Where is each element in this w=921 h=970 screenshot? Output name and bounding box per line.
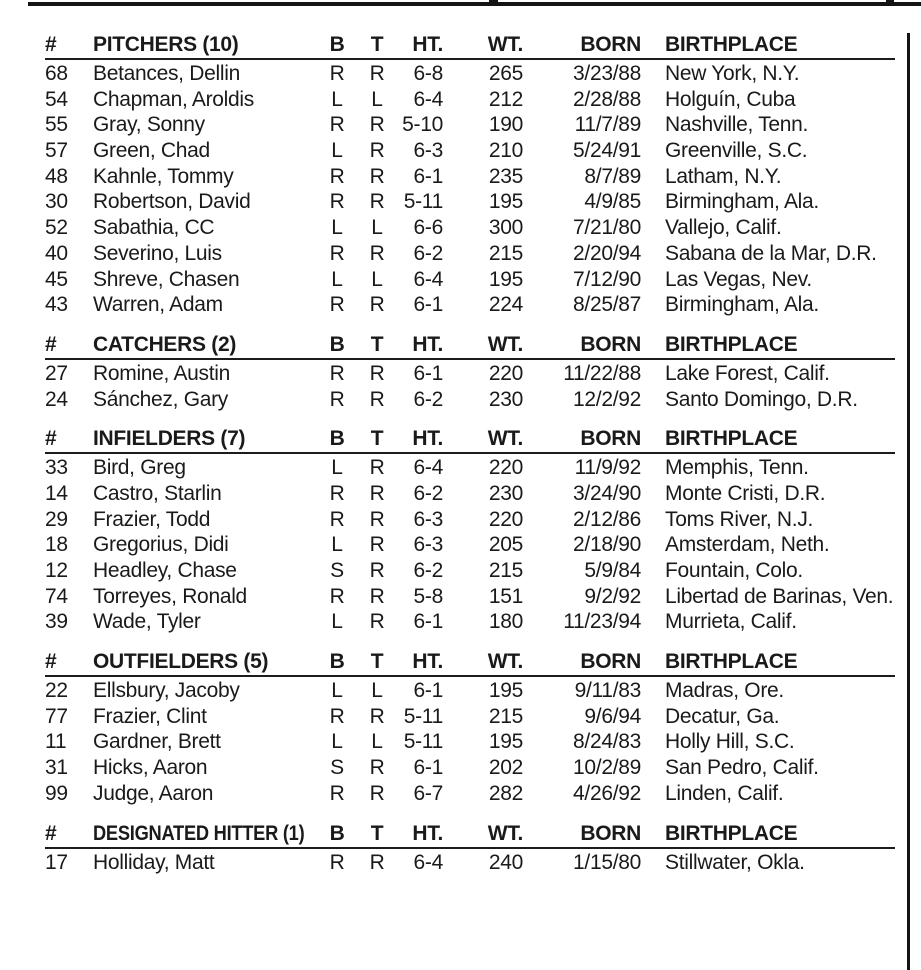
player-throws: R <box>369 610 385 634</box>
player-row <box>45 361 895 387</box>
player-bats: R <box>329 507 345 531</box>
player-born: 9/6/94 <box>584 704 641 728</box>
player-weight: 195 <box>488 190 523 214</box>
player-birthplace: San Pedro, Calif. <box>665 756 819 780</box>
column-header-weight: WT. <box>487 427 523 451</box>
player-row <box>45 729 895 755</box>
player-name: Hicks, Aaron <box>93 756 208 780</box>
player-born: 3/24/90 <box>573 481 641 505</box>
player-row <box>45 850 895 876</box>
player-throws: R <box>369 704 385 728</box>
player-row <box>45 215 895 241</box>
player-name: Frazier, Clint <box>93 704 207 728</box>
player-row <box>45 164 895 190</box>
section-header-row <box>45 649 895 677</box>
player-number: 11 <box>45 730 67 754</box>
player-birthplace: Latham, N.Y. <box>665 164 782 188</box>
column-header-weight: WT. <box>487 650 523 674</box>
player-born: 4/26/92 <box>573 781 641 805</box>
player-birthplace: Vallejo, Calif. <box>665 216 782 240</box>
player-birthplace: Fountain, Colo. <box>665 559 803 582</box>
section-title: INFIELDERS (7) <box>93 427 246 451</box>
player-throws: L <box>371 87 383 111</box>
column-header-bats: B <box>329 650 345 674</box>
player-birthplace: Santo Domingo, D.R. <box>665 387 858 411</box>
roster-section <box>45 649 895 806</box>
player-birthplace: Amsterdam, Neth. <box>665 533 830 557</box>
player-throws: R <box>369 850 385 874</box>
player-height: 5-8 <box>413 584 443 608</box>
player-name: Gregorius, Didi <box>93 533 229 557</box>
player-name: Holliday, Matt <box>93 850 215 874</box>
player-birthplace: Murrieta, Calif. <box>665 610 797 634</box>
player-birthplace: New York, N.Y. <box>665 62 800 85</box>
player-birthplace: Birmingham, Ala. <box>665 293 819 317</box>
player-number: 22 <box>45 679 68 703</box>
player-row <box>45 138 895 164</box>
player-weight: 210 <box>488 139 523 163</box>
player-weight: 220 <box>488 507 523 531</box>
player-row <box>45 241 895 267</box>
player-row <box>45 609 895 635</box>
player-bats: L <box>331 456 343 480</box>
player-bats: R <box>329 850 345 874</box>
player-birthplace: Madras, Ore. <box>665 679 784 703</box>
section-title: PITCHERS (10) <box>93 33 239 56</box>
section-title <box>93 821 322 847</box>
player-row <box>45 704 895 730</box>
player-number: 45 <box>45 267 68 291</box>
player-born: 7/21/80 <box>573 216 641 240</box>
section-header-row <box>45 426 895 454</box>
player-weight: 215 <box>488 241 523 265</box>
player-number: 99 <box>45 781 68 805</box>
player-bats: L <box>331 139 343 163</box>
player-height: 6-4 <box>413 87 443 111</box>
player-number: 74 <box>45 584 68 608</box>
player-weight: 205 <box>488 533 523 557</box>
player-weight: 180 <box>488 610 523 634</box>
player-throws: R <box>369 293 385 317</box>
player-row <box>45 532 895 558</box>
player-name: Chapman, Aroldis <box>93 87 254 111</box>
player-weight: 240 <box>488 850 523 874</box>
player-height: 6-1 <box>413 293 443 317</box>
player-born: 2/28/88 <box>573 87 641 111</box>
player-weight: 230 <box>488 387 523 411</box>
player-name: Severino, Luis <box>93 241 222 265</box>
player-born: 9/11/83 <box>574 679 641 703</box>
column-header-born: BORN <box>580 427 641 451</box>
player-throws: R <box>369 533 385 557</box>
player-number: 30 <box>45 190 68 214</box>
player-number: 57 <box>45 139 68 163</box>
player-height: 6-6 <box>413 216 443 240</box>
player-bats: S <box>330 559 344 582</box>
player-birthplace: Memphis, Tenn. <box>665 456 809 480</box>
player-number: 31 <box>45 756 68 780</box>
player-number: 55 <box>45 113 68 137</box>
player-name: Frazier, Todd <box>93 507 211 531</box>
player-height: 6-1 <box>413 610 443 634</box>
roster-section <box>45 332 895 412</box>
player-number: 43 <box>45 293 68 317</box>
player-row <box>45 507 895 533</box>
column-header-weight: WT. <box>487 33 523 56</box>
player-weight: 282 <box>488 781 523 805</box>
player-row <box>45 87 895 113</box>
column-header-height: HT. <box>412 650 443 674</box>
player-bats: R <box>329 387 345 411</box>
player-bats: R <box>329 481 345 505</box>
player-bats: R <box>329 62 345 85</box>
player-weight: 151 <box>488 584 523 608</box>
player-height: 5-11 <box>403 190 443 214</box>
player-born: 10/2/89 <box>573 756 641 780</box>
player-weight: 190 <box>488 113 523 137</box>
player-number: 33 <box>45 456 68 480</box>
player-bats: R <box>329 164 345 188</box>
player-born: 4/9/85 <box>584 190 641 214</box>
column-header-birthplace: BIRTHPLACE <box>665 33 798 56</box>
player-bats: R <box>329 293 345 317</box>
player-born: 5/24/91 <box>573 139 641 163</box>
player-row <box>45 781 895 807</box>
player-height: 6-2 <box>413 387 443 411</box>
column-header-throws: T <box>370 33 384 56</box>
column-header-number: # <box>45 821 57 845</box>
column-header-height: HT. <box>412 33 443 56</box>
player-weight: 265 <box>488 62 523 85</box>
cropped-text-mark-left <box>489 0 498 2</box>
player-bats: R <box>329 781 345 805</box>
player-number: 27 <box>45 361 68 385</box>
column-header-weight: WT. <box>487 821 523 845</box>
column-header-bats: B <box>329 821 345 845</box>
section-title: CATCHERS (2) <box>93 332 237 356</box>
player-birthplace: Birmingham, Ala. <box>665 190 819 214</box>
player-number: 29 <box>45 507 68 531</box>
column-header-height: HT. <box>412 427 443 451</box>
player-weight: 224 <box>488 293 523 317</box>
player-throws: R <box>369 559 385 582</box>
player-bats: L <box>331 533 343 557</box>
player-born: 5/9/84 <box>584 559 641 582</box>
player-weight: 215 <box>488 704 523 728</box>
player-weight: 230 <box>488 481 523 505</box>
player-born: 2/12/86 <box>573 507 641 531</box>
column-header-born: BORN <box>580 650 641 674</box>
player-height: 6-3 <box>413 507 443 531</box>
player-bats: L <box>331 87 343 111</box>
player-bats: R <box>329 361 345 385</box>
player-height: 6-2 <box>413 481 443 505</box>
player-bats: R <box>329 190 345 214</box>
player-height: 6-3 <box>413 533 443 557</box>
player-throws: L <box>371 679 383 703</box>
player-throws: R <box>369 241 385 265</box>
player-birthplace: Greenville, S.C. <box>665 139 808 163</box>
player-number: 48 <box>45 164 68 188</box>
player-height: 6-4 <box>413 456 443 480</box>
player-throws: R <box>369 507 385 531</box>
player-born: 8/7/89 <box>584 164 641 188</box>
player-height: 6-1 <box>413 164 443 188</box>
player-number: 68 <box>45 62 68 85</box>
player-number: 40 <box>45 241 68 265</box>
column-header-birthplace: BIRTHPLACE <box>665 650 798 674</box>
player-row <box>45 481 895 507</box>
player-throws: R <box>369 139 385 163</box>
player-name: Sabathia, CC <box>93 216 215 240</box>
player-row <box>45 755 895 781</box>
player-number: 77 <box>45 704 68 728</box>
player-height: 6-4 <box>413 267 443 291</box>
player-weight: 195 <box>488 679 523 703</box>
player-born: 2/18/90 <box>573 533 641 557</box>
player-name: Warren, Adam <box>93 293 223 317</box>
player-name: Gardner, Brett <box>93 730 221 754</box>
player-birthplace: Sabana de la Mar, D.R. <box>665 241 877 265</box>
column-header-bats: B <box>329 33 345 56</box>
roster-section <box>45 426 895 635</box>
player-birthplace: Holguín, Cuba <box>665 87 796 111</box>
player-born: 8/25/87 <box>573 293 641 317</box>
player-name: Torreyes, Ronald <box>93 584 247 608</box>
column-header-throws: T <box>370 821 384 845</box>
column-header-number: # <box>45 33 57 56</box>
player-height: 6-3 <box>413 139 443 163</box>
player-born: 1/15/80 <box>573 850 641 874</box>
player-number: 24 <box>45 387 68 411</box>
player-number: 39 <box>45 610 68 634</box>
column-header-height: HT. <box>412 821 443 845</box>
column-header-bats: B <box>329 332 345 356</box>
player-row <box>45 387 895 413</box>
player-name: Judge, Aaron <box>93 781 214 805</box>
player-throws: R <box>369 781 385 805</box>
roster-section <box>45 821 895 876</box>
column-header-throws: T <box>370 427 384 451</box>
roster-section <box>45 32 895 318</box>
player-born: 11/7/89 <box>574 113 641 137</box>
player-name: Green, Chad <box>93 139 210 163</box>
player-row <box>45 558 895 584</box>
player-bats: L <box>331 216 343 240</box>
player-weight: 215 <box>488 559 523 582</box>
player-throws: L <box>371 730 383 754</box>
player-number: 12 <box>45 559 68 582</box>
column-header-number: # <box>45 427 57 451</box>
column-header-number: # <box>45 650 57 674</box>
column-header-throws: T <box>370 332 384 356</box>
player-row <box>45 189 895 215</box>
player-throws: R <box>369 113 385 137</box>
player-name: Bird, Greg <box>93 456 186 480</box>
player-bats: R <box>329 584 345 608</box>
player-name: Headley, Chase <box>93 559 237 582</box>
player-weight: 300 <box>488 216 523 240</box>
player-throws: R <box>369 361 385 385</box>
player-weight: 195 <box>488 730 523 754</box>
player-throws: R <box>369 756 385 780</box>
player-birthplace: Stillwater, Okla. <box>665 850 805 874</box>
column-header-weight: WT. <box>487 332 523 356</box>
player-row <box>45 678 895 704</box>
player-birthplace: Holly Hill, S.C. <box>665 730 795 754</box>
player-height: 6-8 <box>413 62 443 85</box>
player-born: 9/2/92 <box>584 584 641 608</box>
player-birthplace: Linden, Calif. <box>665 781 784 805</box>
player-bats: L <box>331 730 343 754</box>
column-header-bats: B <box>329 427 345 451</box>
player-number: 17 <box>45 850 68 874</box>
condensed-title-text: DESIGNATED HITTER (1) <box>93 821 305 845</box>
player-weight: 235 <box>488 164 523 188</box>
player-bats: L <box>331 610 343 634</box>
player-name: Betances, Dellin <box>93 62 240 85</box>
player-throws: R <box>369 584 385 608</box>
column-header-birthplace: BIRTHPLACE <box>665 427 798 451</box>
player-name: Ellsbury, Jacoby <box>93 679 240 703</box>
column-header-throws: T <box>370 650 384 674</box>
player-row <box>45 292 895 318</box>
player-height: 5-10 <box>402 113 443 137</box>
player-throws: R <box>369 456 385 480</box>
player-name: Shreve, Chasen <box>93 267 240 291</box>
player-birthplace: Decatur, Ga. <box>665 704 780 728</box>
column-header-birthplace: BIRTHPLACE <box>665 332 798 356</box>
player-born: 11/9/92 <box>574 456 641 480</box>
page-column-divider <box>907 33 910 970</box>
player-name: Gray, Sonny <box>93 113 205 137</box>
player-born: 2/20/94 <box>573 241 641 265</box>
player-height: 6-1 <box>413 361 443 385</box>
section-header-row <box>45 332 895 360</box>
player-throws: R <box>369 481 385 505</box>
column-header-birthplace: BIRTHPLACE <box>665 821 798 845</box>
player-throws: R <box>369 62 385 85</box>
player-name: Robertson, David <box>93 190 251 214</box>
player-number: 52 <box>45 216 68 240</box>
player-throws: L <box>371 267 383 291</box>
player-height: 6-1 <box>413 679 443 703</box>
roster-table <box>45 32 895 889</box>
player-row <box>45 584 895 610</box>
player-birthplace: Monte Cristi, D.R. <box>665 481 826 505</box>
column-header-born: BORN <box>580 33 641 56</box>
player-name: Castro, Starlin <box>93 481 222 505</box>
player-birthplace: Lake Forest, Calif. <box>665 361 830 385</box>
player-birthplace: Libertad de Barinas, Ven. <box>665 584 894 608</box>
player-born: 8/24/83 <box>573 730 641 754</box>
player-height: 6-4 <box>413 850 443 874</box>
player-throws: R <box>369 190 385 214</box>
player-weight: 212 <box>488 87 523 111</box>
player-throws: L <box>371 216 383 240</box>
player-weight: 220 <box>488 456 523 480</box>
player-birthplace: Las Vegas, Nev. <box>665 267 812 291</box>
player-throws: R <box>369 164 385 188</box>
player-bats: S <box>330 756 344 780</box>
player-row <box>45 112 895 138</box>
player-birthplace: Toms River, N.J. <box>665 507 814 531</box>
player-number: 54 <box>45 87 68 111</box>
player-throws: R <box>369 387 385 411</box>
column-header-number: # <box>45 332 57 356</box>
player-born: 3/23/88 <box>573 62 641 85</box>
top-rule <box>28 2 921 6</box>
player-born: 11/22/88 <box>563 361 641 385</box>
player-bats: R <box>329 241 345 265</box>
player-birthplace: Nashville, Tenn. <box>665 113 809 137</box>
player-row <box>45 61 895 87</box>
player-name: Wade, Tyler <box>93 610 201 634</box>
player-weight: 220 <box>488 361 523 385</box>
player-bats: L <box>331 267 343 291</box>
player-bats: R <box>329 704 345 728</box>
player-born: 11/23/94 <box>563 610 641 634</box>
player-born: 7/12/90 <box>573 267 641 291</box>
player-bats: L <box>331 679 343 703</box>
column-header-born: BORN <box>580 821 641 845</box>
player-height: 6-7 <box>413 781 443 805</box>
player-name: Sánchez, Gary <box>93 387 228 411</box>
player-born: 12/2/92 <box>573 387 641 411</box>
player-weight: 195 <box>488 267 523 291</box>
section-header-row <box>45 821 895 849</box>
section-title: OUTFIELDERS (5) <box>93 650 269 674</box>
player-row <box>45 267 895 293</box>
section-header-row <box>45 32 895 60</box>
player-height: 5-11 <box>403 730 443 754</box>
column-header-height: HT. <box>412 332 443 356</box>
column-header-born: BORN <box>580 332 641 356</box>
player-height: 6-2 <box>413 241 443 265</box>
player-height: 6-1 <box>413 756 443 780</box>
player-number: 18 <box>45 533 68 557</box>
cropped-text-mark-right <box>886 0 894 2</box>
player-name: Romine, Austin <box>93 361 231 385</box>
player-bats: R <box>329 113 345 137</box>
player-name: Kahnle, Tommy <box>93 164 234 188</box>
player-number: 14 <box>45 481 68 505</box>
player-row <box>45 455 895 481</box>
player-height: 6-2 <box>413 559 443 582</box>
player-height: 5-11 <box>403 704 443 728</box>
player-weight: 202 <box>488 756 523 780</box>
